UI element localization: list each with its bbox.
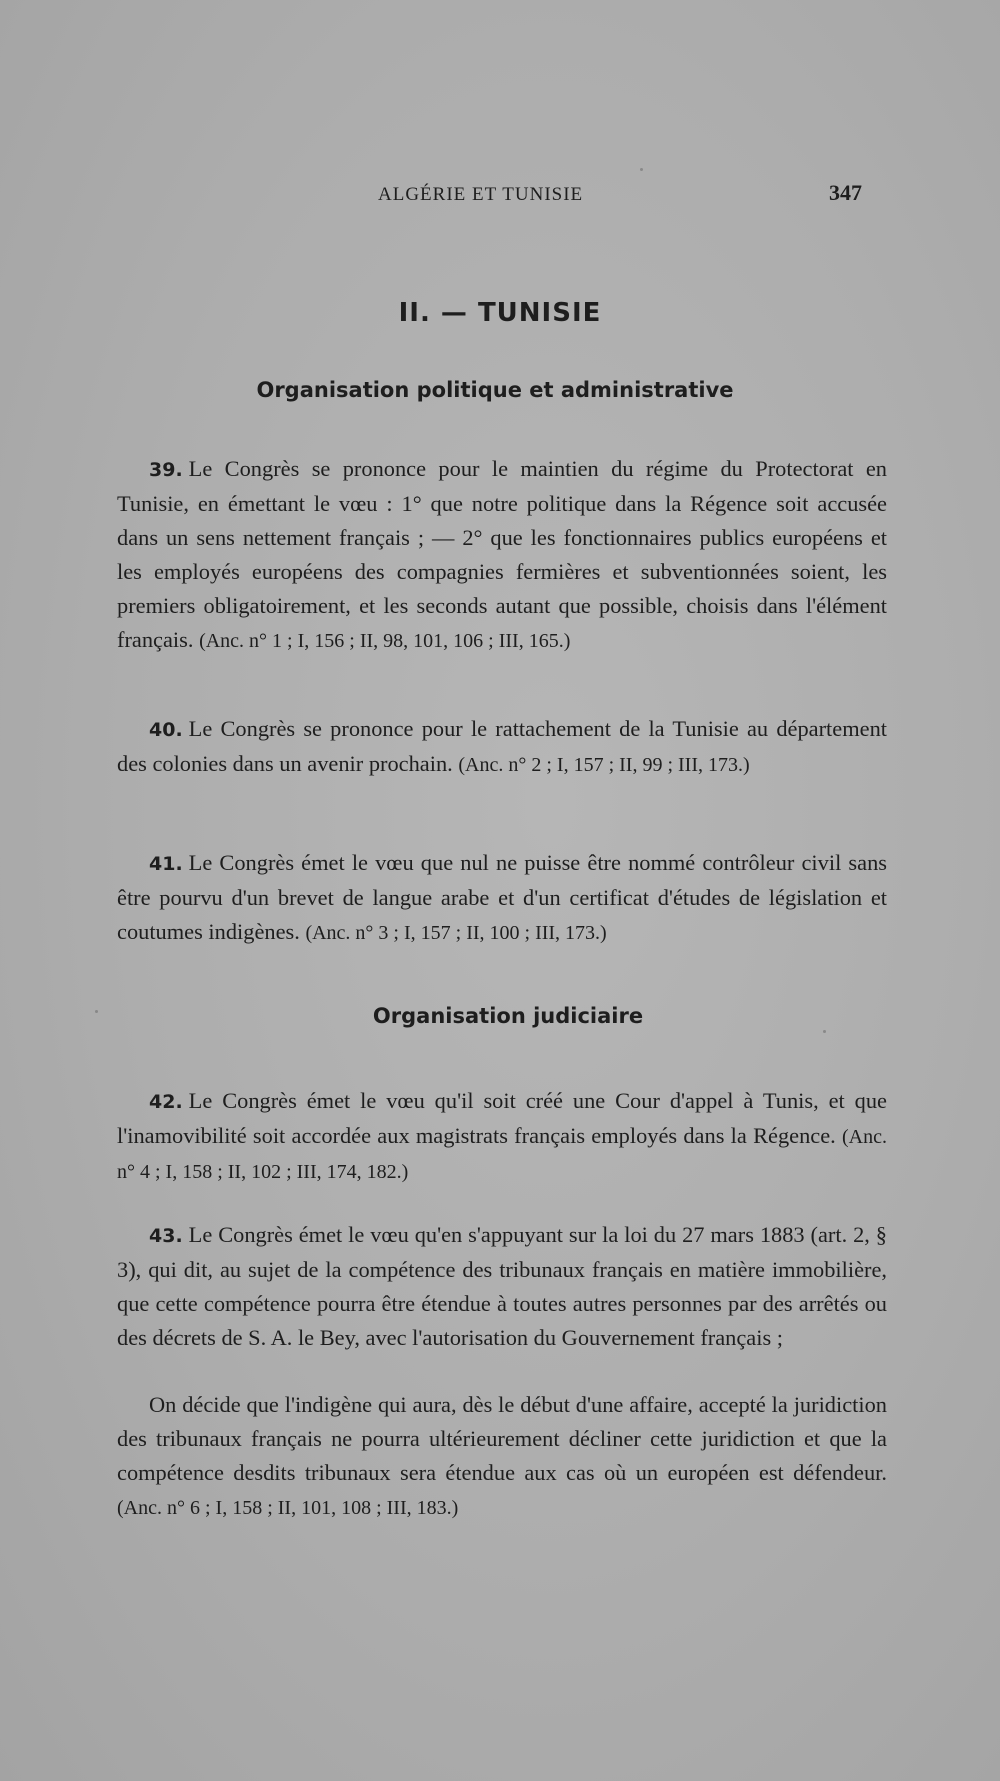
running-title: ALGÉRIE ET TUNISIE	[378, 184, 584, 205]
article-references: (Anc. n° 4 ; I, 158 ; II, 102 ; III, 174, 182.)	[117, 1126, 887, 1183]
article-number: 43.	[149, 1225, 183, 1247]
article-43	[117, 1218, 887, 1355]
article-text: On décide que l'indigène qui aura, dès le début d'une affaire, accepté la juridiction des tribunaux français ne pourra ultérieurement décliner cette juridiction et que la compétence desdits tribunaux sera étendue aux cas où un européen est défendeur.	[117, 1392, 887, 1485]
article-42	[117, 1084, 887, 1189]
running-head	[120, 180, 870, 210]
section-title: II. — TUNISIE	[398, 298, 602, 328]
article-text: Le Congrès émet le vœu qu'en s'appuyant sur la loi du 27 mars 1883 (art. 2, § 3), qui dit, au sujet de la compétence des tribunaux français en matière immobilière, que cette compétence pourra être étendue à toutes autres personnes par des arrêtés ou des décrets de S. A. le Bey, avec l'autorisation du Gouvernement français ;	[117, 1222, 887, 1350]
article-number: 42.	[149, 1091, 183, 1113]
article-text: Le Congrès émet le vœu que nul ne puisse être nommé contrôleur civil sans être pourvu d'un brevet de langue arabe et d'un certificat d'études de législation et coutumes indigènes.	[117, 850, 887, 944]
article-references: (Anc. n° 2 ; I, 157 ; II, 99 ; III, 173.)	[458, 754, 750, 776]
article-43-continuation	[117, 1388, 887, 1525]
paper-speck	[823, 1030, 826, 1033]
paper-speck	[640, 168, 643, 171]
article-number: 40.	[149, 719, 183, 741]
article-references: (Anc. n° 6 ; I, 158 ; II, 101, 108 ; III, 183.)	[117, 1497, 459, 1519]
article-references: (Anc. n° 1 ; I, 156 ; II, 98, 101, 106 ; III, 165.)	[199, 630, 571, 652]
subsection-heading-politique: Organisation politique et administrative	[256, 378, 734, 402]
article-40	[117, 712, 887, 782]
article-text: Le Congrès émet le vœu qu'il soit créé une Cour d'appel à Tunis, et que l'inamovibilité soit accordée aux magistrats français employés dans la Régence.	[117, 1088, 887, 1148]
subsection-heading-judiciaire: Organisation judiciaire	[372, 1004, 644, 1028]
article-text: Le Congrès se prononce pour le maintien du régime du Protectorat en Tunisie, en émettant le vœu : 1° que notre politique dans la Régence soit accusée dans un sens nettement français ; — 2° que les fonctionnaires publics européens et les employés européens des compagnies fermières et subventionnées soient, les premiers obligatoirement, et les seconds autant que possible, choisis dans l'élément français.	[117, 456, 887, 652]
article-text: Le Congrès se prononce pour le rattachement de la Tunisie au département des colonies dans un avenir prochain.	[117, 716, 887, 776]
article-references: (Anc. n° 3 ; I, 157 ; II, 100 ; III, 173.)	[305, 922, 607, 944]
page-number: 347	[829, 180, 862, 205]
article-number: 41.	[149, 853, 183, 875]
article-41	[117, 846, 887, 950]
article-number: 39.	[149, 459, 183, 481]
article-39	[117, 452, 887, 658]
paper-speck	[95, 1010, 98, 1013]
